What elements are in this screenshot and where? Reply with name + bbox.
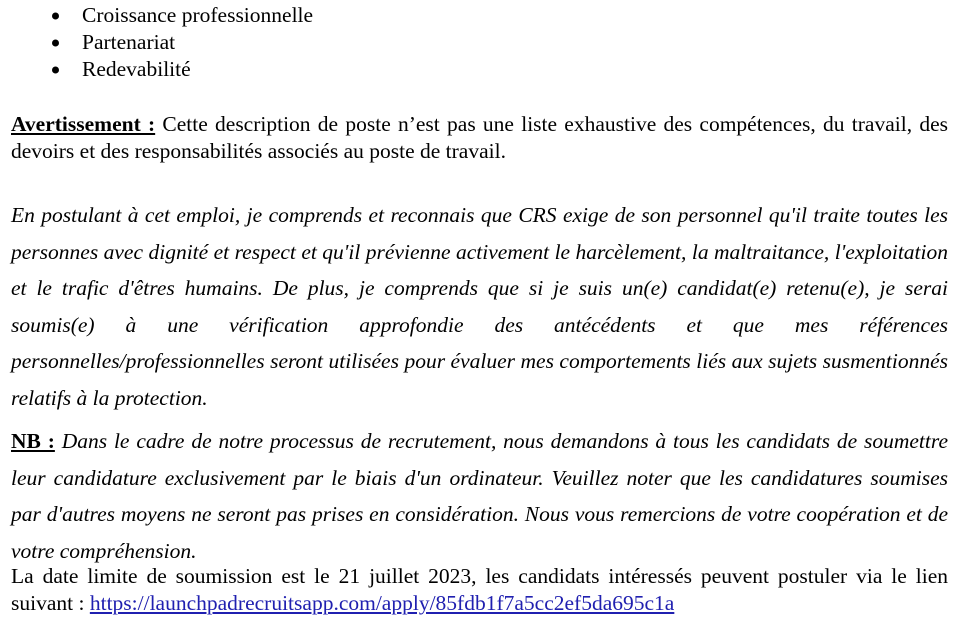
application-link[interactable]: https://launchpadrecruitsapp.com/apply/85fdb1f7a5cc2ef5da695c1a — [89, 591, 675, 615]
list-item — [0, 29, 313, 56]
nb-lead-label: NB : — [11, 429, 55, 453]
disclaimer-body-text: Cette description de poste n’est pas une liste exhaustive des compétences, du travail, des devoirs et des responsabilités associés au poste de travail. — [11, 112, 949, 163]
list-item-label: Partenariat — [82, 30, 176, 54]
deadline-paragraph — [11, 563, 948, 617]
disclaimer-lead-label: Avertissement : — [11, 112, 156, 136]
bullet-icon — [52, 39, 59, 46]
nb-paragraph — [11, 423, 948, 569]
list-item — [0, 2, 313, 29]
list-item-label: Croissance professionnelle — [82, 3, 314, 27]
nb-body-text: Dans le cadre de notre processus de recrutement, nous demandons à tous les candidats de soumettre leur candidature exclusivement par le biais d'un ordinateur. Veuillez noter que les candidatures soumises par d'autres moyens ne seront pas prises en considération. Nous vous remercions de votre coopération et de votre compréhension. — [11, 429, 948, 563]
deadline-body-text: La date limite de soumission est le 21 juillet 2023, les candidats intéressés peuvent postuler via le lien suivant : — [11, 564, 948, 615]
list-item-label: Redevabilité — [82, 57, 191, 81]
safeguarding-body-text: En postulant à cet emploi, je comprends et reconnais que CRS exige de son personnel qu'il traite toutes les personnes avec dignité et respect et qu'il prévienne activement le harcèlement, la maltraitance, l'exploitation et le trafic d'êtres humains. De plus, je comprends que si je suis un(e) candidat(e) retenu(e), je serai soumis(e) à une vérification approfondie des antécédents et que mes références personnelles/professionnelles seront utilisées pour évaluer mes comportements liés aux sujets susmentionnés relatifs à la protection. — [11, 203, 948, 410]
list-item — [0, 56, 313, 83]
bullet-icon — [52, 12, 59, 19]
bullet-icon — [52, 66, 59, 73]
safeguarding-acknowledgement-paragraph — [11, 197, 948, 416]
disclaimer-paragraph — [11, 111, 948, 165]
values-bullet-list — [0, 2, 313, 83]
